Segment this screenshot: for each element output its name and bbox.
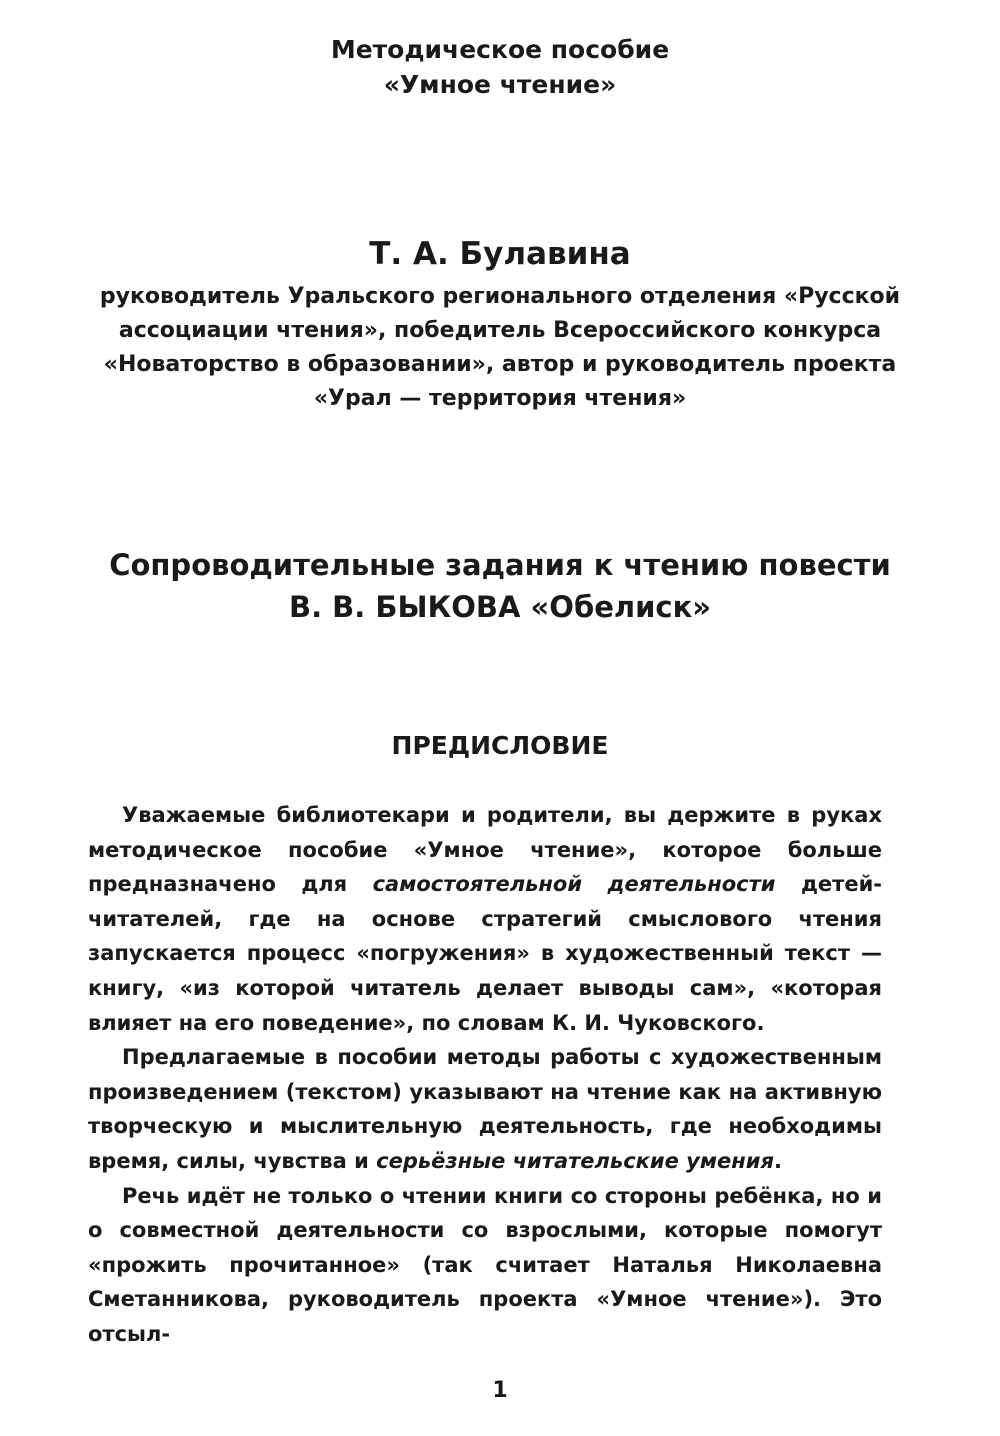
paragraph-2-emphasis: серьёзные читательские умения [376, 1148, 774, 1173]
author-name: Т. А. Булавина [369, 236, 631, 272]
author-desc-line: руководитель Уральского регионального отделения «Русской [99, 284, 901, 309]
paragraph-2 [88, 1040, 882, 1178]
paragraph-2-text-a: Предлагаемые в пособии методы работы с художественным произведением (текстом) указывают на чтение как на активную творческую и мыслительную деятельность, где необходимы время, силы, чувства и [88, 1045, 882, 1173]
author-desc-line: «Новаторство в образовании», автор и руководитель проекта [103, 352, 897, 377]
paragraph-1 [88, 798, 882, 1040]
author-desc-line: «Урал — территория чтения» [313, 386, 687, 411]
document-header [0, 32, 1000, 102]
page-number: 1 [492, 1378, 508, 1403]
author-description [60, 280, 940, 416]
section-heading: ПРЕДИСЛОВИЕ [391, 731, 609, 760]
author-block [60, 232, 940, 416]
paragraph-3 [88, 1179, 882, 1352]
paragraph-1-text-a: Уважаемые библиотекари и родители, вы держите в руках методическое пособие «Умное чтение», которое больше предназначено для [88, 803, 882, 897]
author-desc-line: ассоциации чтения», победитель Всероссийского конкурса [118, 318, 882, 343]
document-title [40, 544, 960, 628]
paragraph-1-text-b: детей-читателей, где на основе стратегий смыслового чтения запускается процесс «погружения» в художественный текст — книгу, «из которой читатель делает выводы сам», «которая влияет на его поведение», по словам К. И. Чуковского. [88, 872, 883, 1035]
header-line-1: Методическое пособие [330, 35, 670, 64]
paragraph-2-text-b: . [773, 1148, 782, 1173]
paragraph-1-emphasis: самостоятельной деятельности [372, 872, 776, 897]
title-line-1: Сопроводительные задания к чтению повести [109, 548, 891, 582]
header-line-2: «Умное чтение» [383, 70, 617, 99]
body-text [88, 798, 882, 1352]
title-line-2: В. В. БЫКОВА «Обелиск» [288, 590, 712, 624]
paragraph-3-text: Речь идёт не только о чтении книги со стороны ребёнка, но и о совместной деятельности со взрослыми, которые помогут «прожить прочитанное» (так считает Наталья Николаевна Сметанникова, руководитель проекта «Умное чтение»). Это отсыл- [88, 1183, 882, 1346]
